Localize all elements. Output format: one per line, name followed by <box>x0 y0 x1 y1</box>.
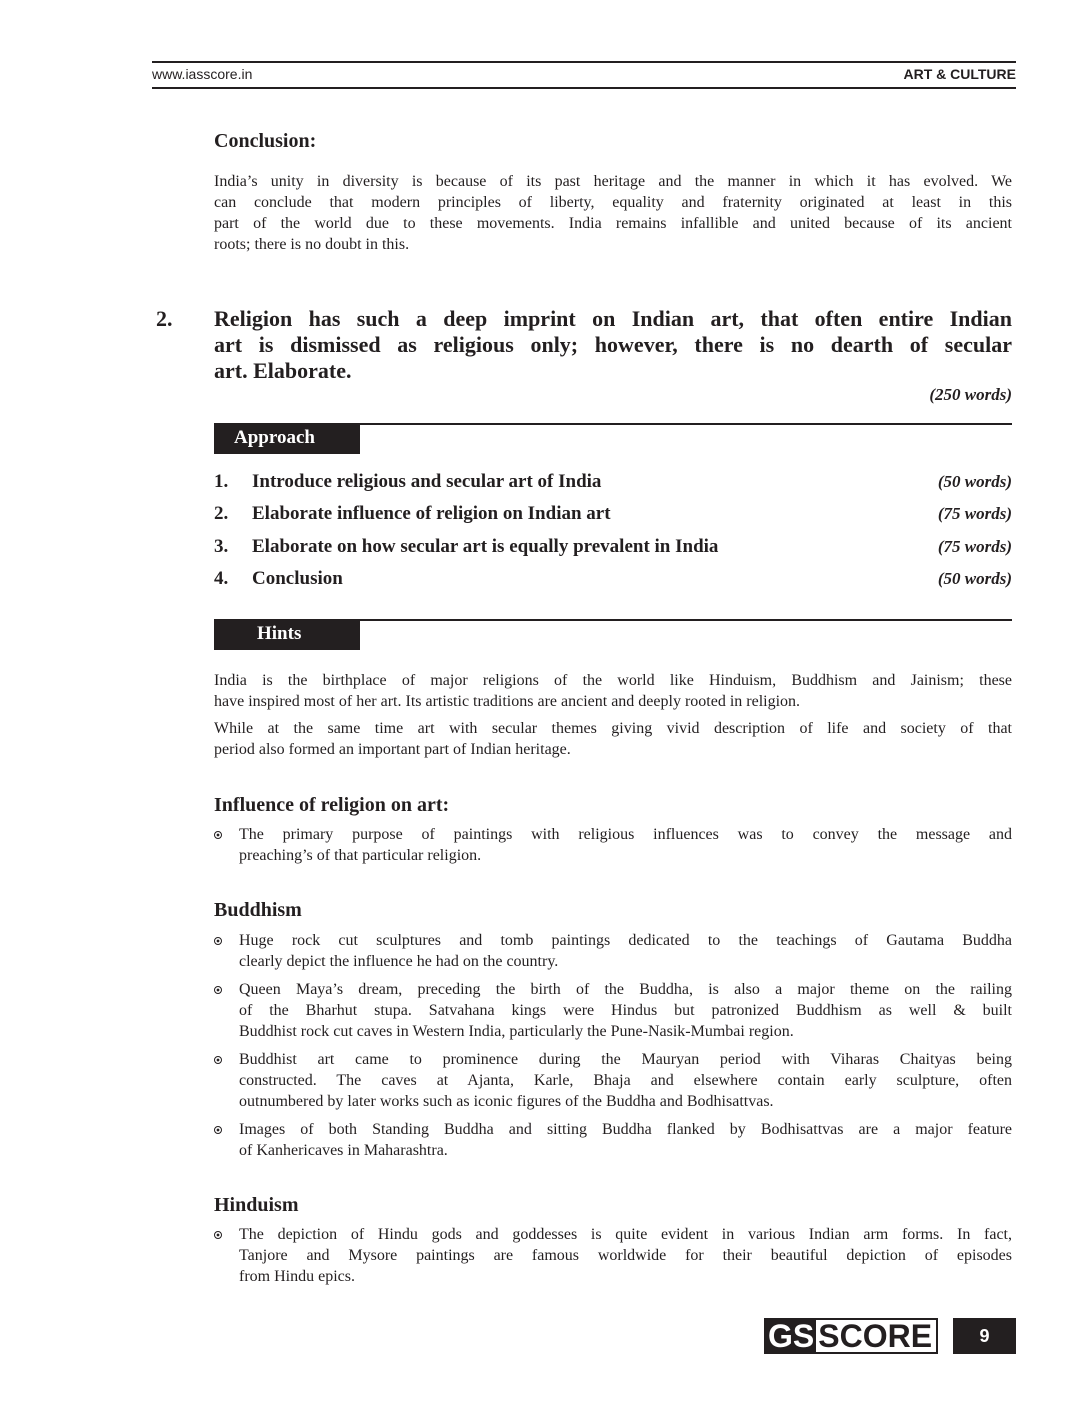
bullet-item <box>214 824 1012 866</box>
bullet-icon <box>214 937 222 945</box>
text-line: clearly depict the influence he had on the country. <box>239 953 559 970</box>
header-section: ART & CULTURE <box>903 66 1016 82</box>
bullet-icon <box>214 986 222 994</box>
gsscore-logo <box>764 1318 938 1354</box>
item-number: 3. <box>214 536 229 557</box>
approach-label: Approach <box>234 427 315 448</box>
bullet-item <box>214 930 1012 972</box>
buddhism-heading: Buddhism <box>214 899 302 921</box>
conclusion-heading: Conclusion: <box>214 130 317 152</box>
header-top-rule <box>152 61 1016 63</box>
item-text: Conclusion <box>252 568 343 589</box>
item-number: 1. <box>214 471 229 492</box>
text-line: Religion has such a deep imprint on Indian art, that often entire Indian <box>214 306 1012 331</box>
bullet-icon <box>214 1056 222 1064</box>
hints-label-box <box>214 620 360 650</box>
approach-label-box <box>214 424 360 454</box>
bullet-icon <box>214 1231 222 1239</box>
header-bottom-rule <box>152 87 1016 89</box>
item-words: (50 words) <box>937 569 1012 588</box>
text-line: outnumbered by later works such as iconic figures of the Buddha and Bodhisattvas. <box>239 1093 774 1110</box>
hints-label: Hints <box>257 623 302 644</box>
header-site: www.iasscore.in <box>152 66 253 82</box>
item-text: Elaborate on how secular art is equally prevalent in India <box>252 536 719 557</box>
item-words: (50 words) <box>937 472 1012 491</box>
logo-gs: GS <box>768 1318 815 1354</box>
text-line: Images of both Standing Buddha and sitting Buddha flanked by Bodhisattvas are a major feature <box>239 1121 1012 1138</box>
hinduism-heading: Hinduism <box>214 1194 299 1216</box>
text-line: Tanjore and Mysore paintings are famous worldwide for their beautiful depiction of episodes <box>239 1247 1012 1264</box>
text-line: have inspired most of her art. Its artistic traditions are ancient and deeply rooted in religion. <box>214 693 801 710</box>
approach-item <box>214 466 1012 498</box>
influence-heading: Influence of religion on art: <box>214 794 450 816</box>
bullet-item <box>214 1049 1012 1112</box>
page-number: 9 <box>953 1318 1016 1354</box>
hints-paragraph <box>214 670 1012 712</box>
text-line: preaching’s of that particular religion. <box>239 847 482 864</box>
text-line: constructed. The caves at Ajanta, Karle, Bhaja and elsewhere contain early sculpture, often <box>239 1072 1012 1089</box>
item-words: (75 words) <box>937 504 1012 523</box>
text-line: art is dismissed as religious only; however, there is no dearth of secular <box>214 332 1012 357</box>
text-line: India’s unity in diversity is because of its past heritage and the manner in which it has evolved. We <box>214 173 1012 190</box>
text-line: Queen Maya’s dream, preceding the birth of the Buddha, is also a major theme on the railing <box>239 981 1012 998</box>
item-text: Elaborate influence of religion on Indian art <box>252 503 611 524</box>
text-line: period also formed an important part of Indian heritage. <box>214 741 571 758</box>
text-line: The primary purpose of paintings with religious influences was to convey the message and <box>239 826 1012 843</box>
text-line: While at the same time art with secular themes giving vivid description of life and society of that <box>214 720 1012 737</box>
approach-item <box>214 563 1012 595</box>
text-line: roots; there is no doubt in this. <box>214 236 410 253</box>
approach-item <box>214 531 1012 563</box>
text-line: of Kanhericaves in Maharashtra. <box>239 1142 448 1159</box>
item-number: 4. <box>214 568 229 589</box>
bullet-icon <box>214 831 222 839</box>
item-words: (75 words) <box>937 537 1012 556</box>
hints-paragraph <box>214 718 1012 760</box>
item-text: Introduce religious and secular art of India <box>252 471 602 492</box>
text-line: Buddhist rock cut caves in Western India, particularly the Pune-Nasik-Mumbai region. <box>239 1023 794 1040</box>
bullet-item <box>214 1119 1012 1161</box>
question-number: 2. <box>156 306 173 331</box>
approach-item <box>214 498 1012 530</box>
text-line: Buddhist art came to prominence during the Mauryan period with Viharas Chaityas being <box>239 1051 1012 1068</box>
item-number: 2. <box>214 503 229 524</box>
text-line: of the Bharhut stupa. Satvahana kings were Hindus but patronized Buddhism as well & built <box>239 1002 1012 1019</box>
text-line: part of the world due to these movements. India remains infallible and united because of its ancient <box>214 215 1012 232</box>
question-text <box>214 306 1012 384</box>
text-line: India is the birthplace of major religions of the world like Hinduism, Buddhism and Jainism; these <box>214 672 1012 689</box>
bullet-item <box>214 979 1012 1042</box>
bullet-item <box>214 1224 1012 1287</box>
conclusion-paragraph <box>214 171 1012 255</box>
text-line: can conclude that modern principles of liberty, equality and fraternity originated at least in this <box>214 194 1012 211</box>
text-line: art. Elaborate. <box>214 358 352 383</box>
text-line: Huge rock cut sculptures and tomb paintings dedicated to the teachings of Gautama Buddha <box>239 932 1012 949</box>
bullet-icon <box>214 1126 222 1134</box>
text-line: from Hindu epics. <box>239 1268 355 1285</box>
question-word-limit: (250 words) <box>929 385 1012 404</box>
text-line: The depiction of Hindu gods and goddesses is quite evident in various Indian arm forms. In fact, <box>239 1226 1012 1243</box>
logo-score: SCORE <box>818 1318 933 1354</box>
